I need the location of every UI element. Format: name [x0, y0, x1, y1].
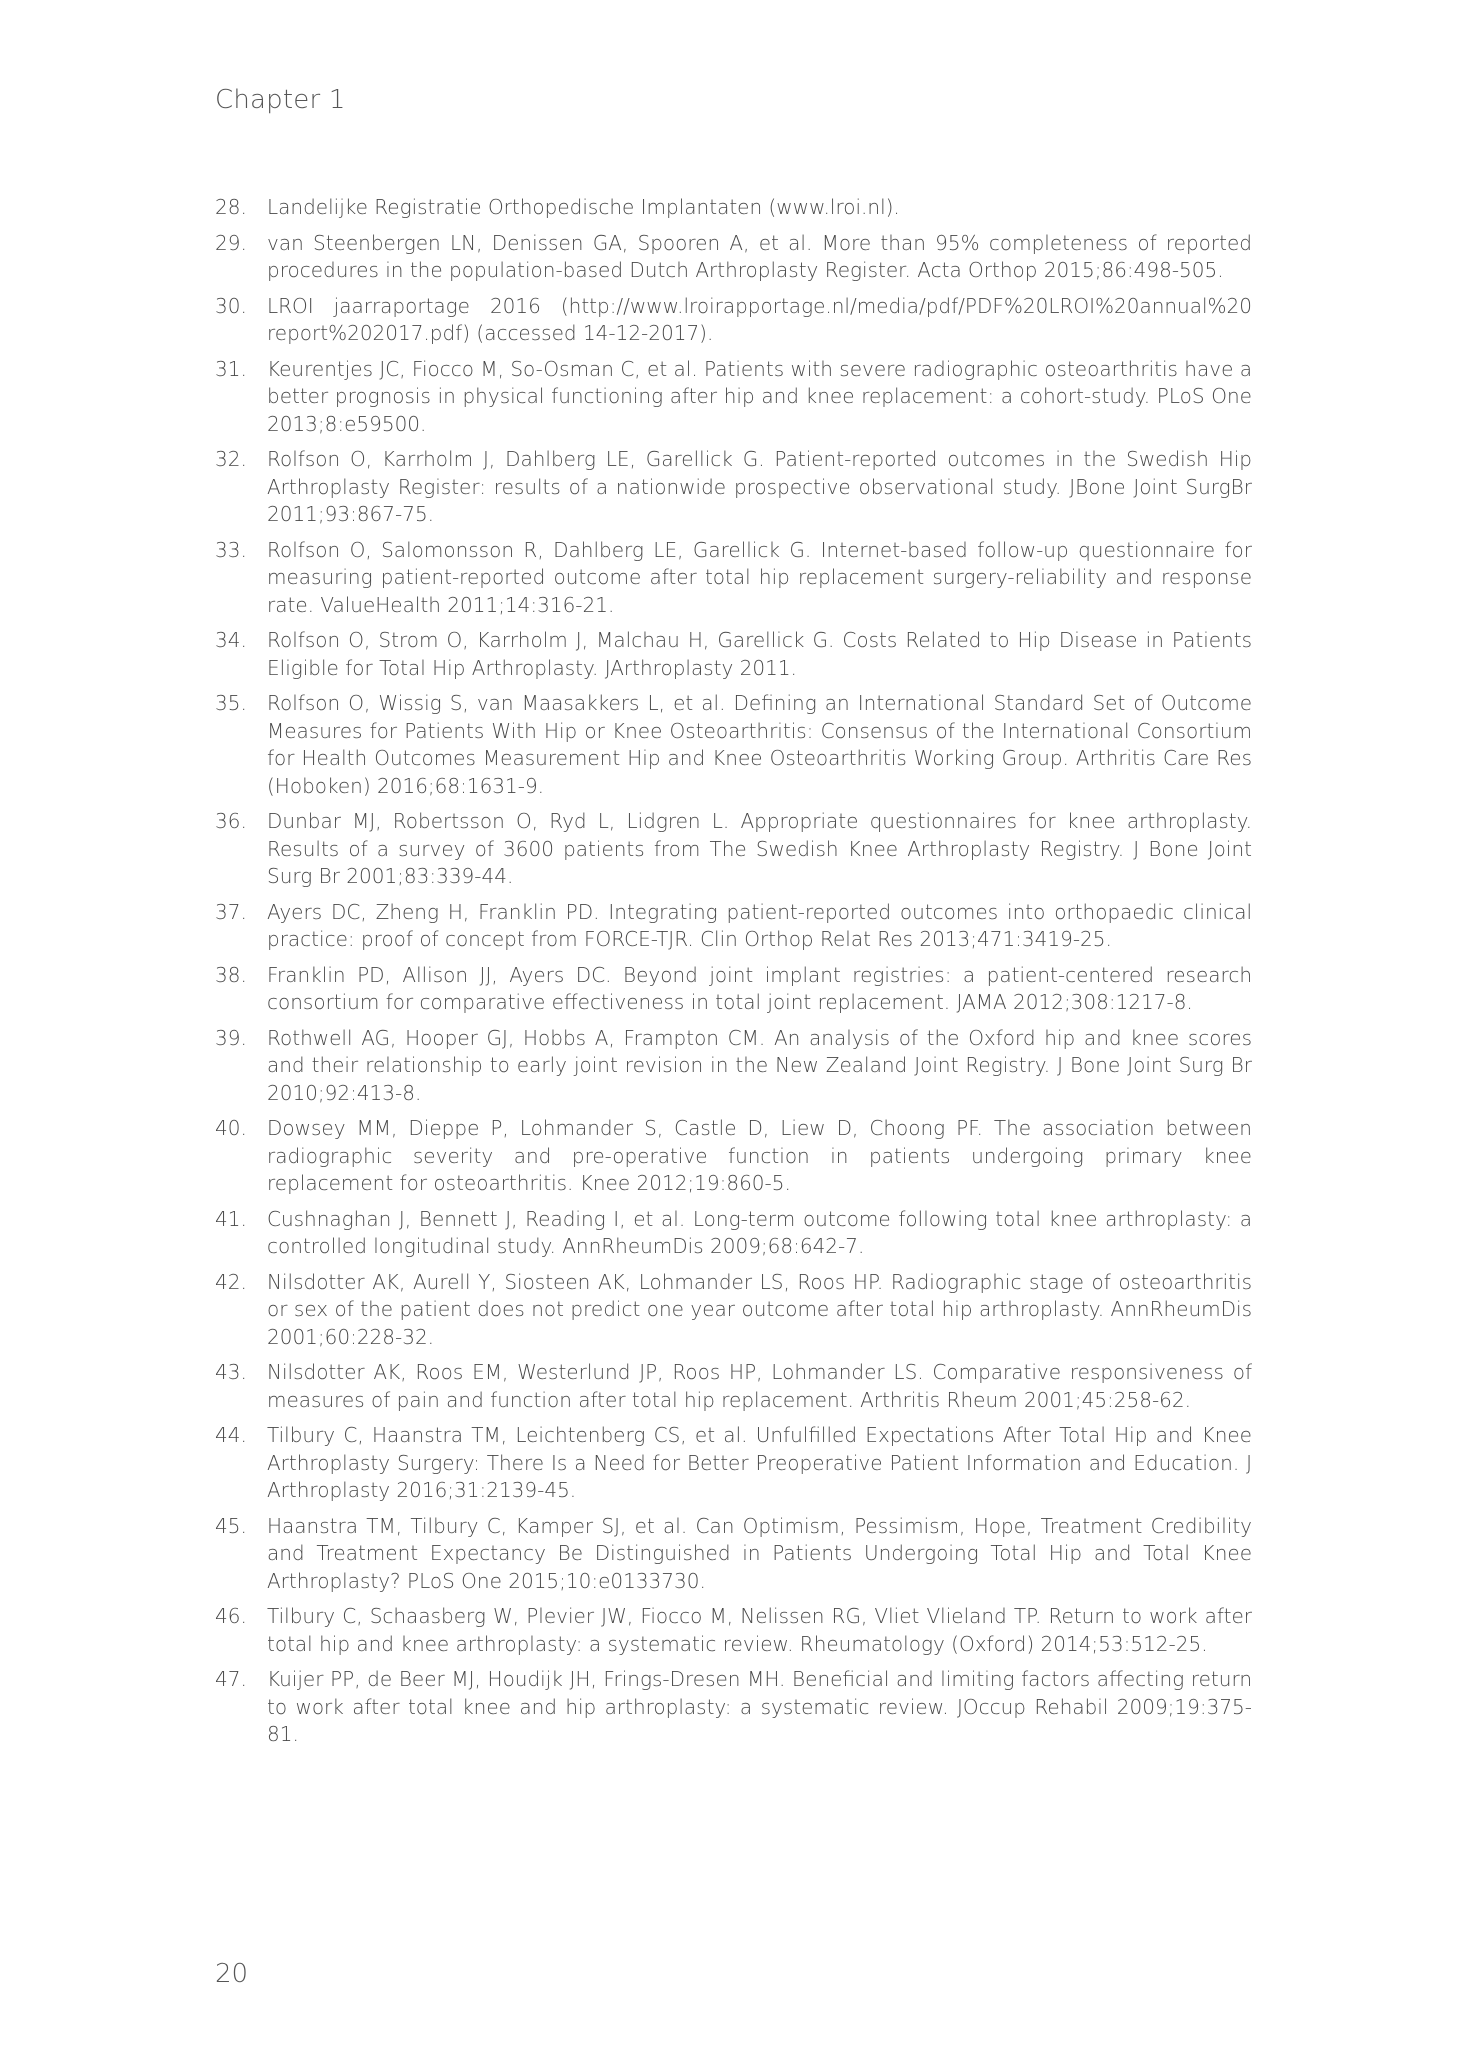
reference-number: 47.: [215, 1667, 247, 1691]
reference-item: [215, 1206, 1252, 1261]
reference-item: [215, 962, 1252, 1017]
reference-text: Keurentjes JC, Fiocco M, So-Osman C, et al. Patients with severe radiographic osteoarthritis have a better prognosis in physical functioning after hip and knee replacement: a cohort-study. PLoS One 2013;8:e59500.: [267, 356, 1252, 436]
reference-item: [215, 230, 1252, 285]
reference-item: [215, 446, 1252, 529]
reference-text: Nilsdotter AK, Roos EM, Westerlund JP, Roos HP, Lohmander LS. Comparative responsiveness of measures of pain and function after total hip replacement. Arthritis Rheum 2001;45:258-62.: [267, 1360, 1252, 1412]
reference-text: Rolfson O, Wissig S, van Maasakkers L, et al. Defining an International Standard Set of Outcome Measures for Patients With Hip or Knee Osteoarthritis: Consensus of the International Consortium for Health Outcomes Measurement Hip and Knee Osteoarthritis Working Group. Arthritis Care Res (Hoboken) 2016;68:1631-9.: [267, 691, 1252, 798]
reference-item: [215, 194, 1252, 222]
reference-text: Ayers DC, Zheng H, Franklin PD. Integrating patient-reported outcomes into orthopaedic clinical practice: proof of concept from FORCE-TJR. Clin Orthop Relat Res 2013;471:3419-25.: [267, 899, 1252, 951]
reference-item: [215, 1025, 1252, 1108]
reference-item: [215, 1603, 1252, 1658]
reference-text: Rolfson O, Salomonsson R, Dahlberg LE, Garellick G. Internet-based follow-up questionnaire for measuring patient-reported outcome after total hip replacement surgery-reliability and response rate. ValueHealth 2011;14:316-21.: [267, 537, 1252, 617]
reference-number: 43.: [215, 1360, 247, 1384]
reference-number: 31.: [215, 356, 247, 381]
reference-item: [215, 1666, 1252, 1749]
reference-number: 35.: [215, 691, 247, 715]
reference-number: 30.: [215, 293, 247, 318]
reference-item: [215, 899, 1252, 954]
reference-text: Franklin PD, Allison JJ, Ayers DC. Beyond joint implant registries: a patient-centered research consortium for comparative effectiveness in total joint replacement. JAMA 2012;308:1217-8.: [267, 962, 1252, 1014]
reference-number: 40.: [215, 1116, 247, 1140]
reference-item: [215, 1359, 1252, 1414]
reference-text: Rolfson O, Karrholm J, Dahlberg LE, Garellick G. Patient-reported outcomes in the Swedish Hip Arthroplasty Register: results of a nationwide prospective observational study. JBone Joint SurgBr 2011;93:867-75.: [267, 447, 1252, 526]
page-number: 20: [215, 1959, 249, 1989]
reference-text: Tilbury C, Schaasberg W, Plevier JW, Fiocco M, Nelissen RG, Vliet Vlieland TP. Return to work after total hip and knee arthroplasty: a systematic review. Rheumatology (Oxford) 2014;53:512-25.: [267, 1604, 1252, 1656]
reference-item: [215, 1422, 1252, 1505]
reference-text: Nilsdotter AK, Aurell Y, Siosteen AK, Lohmander LS, Roos HP. Radiographic stage of osteoarthritis or sex of the patient does not predict one year outcome after total hip arthroplasty. AnnRheumDis 2001;60:228-32.: [267, 1269, 1252, 1349]
reference-number: 36.: [215, 809, 247, 833]
reference-item: [215, 293, 1252, 348]
reference-number: 29.: [215, 230, 247, 255]
reference-text: Dunbar MJ, Robertsson O, Ryd L, Lidgren L. Appropriate questionnaires for knee arthroplasty. Results of a survey of 3600 patients from The Swedish Knee Arthroplasty Registry. J Bone Joint Surg Br 2001;83:339-44.: [267, 809, 1252, 888]
reference-text: Tilbury C, Haanstra TM, Leichtenberg CS, et al. Unfulfilled Expectations After Total Hip and Knee Arthroplasty Surgery: There Is a Need for Better Preoperative Patient Information and Education. J Arthroplasty 2016;31:2139-45.: [267, 1423, 1252, 1502]
reference-item: [215, 356, 1252, 439]
reference-number: 42.: [215, 1269, 247, 1294]
reference-number: 28.: [215, 195, 247, 219]
reference-number: 45.: [215, 1513, 247, 1538]
reference-text: Kuijer PP, de Beer MJ, Houdijk JH, Frings-Dresen MH. Beneficial and limiting factors affecting return to work after total knee and hip arthroplasty: a systematic review. JOccup Rehabil 2009;19:375-81.: [267, 1667, 1252, 1746]
reference-text: Dowsey MM, Dieppe P, Lohmander S, Castle D, Liew D, Choong PF. The association between radiographic severity and pre-operative function in patients undergoing primary knee replacement for osteoarthritis. Knee 2012;19:860-5.: [267, 1116, 1252, 1195]
reference-text: Cushnaghan J, Bennett J, Reading I, et al. Long-term outcome following total knee arthroplasty: a controlled longitudinal study. AnnRheumDis 2009;68:642-7.: [267, 1206, 1252, 1258]
reference-number: 32.: [215, 447, 247, 471]
reference-number: 39.: [215, 1025, 247, 1050]
reference-item: [215, 690, 1252, 800]
reference-number: 41.: [215, 1206, 247, 1231]
reference-text: Rolfson O, Strom O, Karrholm J, Malchau H, Garellick G. Costs Related to Hip Disease in Patients Eligible for Total Hip Arthroplasty. JArthroplasty 2011.: [267, 628, 1252, 680]
running-head: Chapter 1: [215, 85, 346, 115]
reference-text: LROI jaarraportage 2016 (http://www.lroirapportage.nl/media/pdf/PDF%20LROI%20annual%20 report%202017.pdf) (accessed 14-12-2017).: [267, 293, 1252, 345]
reference-item: [215, 537, 1252, 620]
reference-number: 37.: [215, 899, 247, 924]
reference-list: [215, 194, 1252, 1757]
reference-number: 33.: [215, 537, 247, 562]
reference-number: 46.: [215, 1604, 247, 1628]
reference-number: 38.: [215, 962, 247, 987]
reference-text: Haanstra TM, Tilbury C, Kamper SJ, et al. Can Optimism, Pessimism, Hope, Treatment Credibility and Treatment Expectancy Be Distinguished in Patients Undergoing Total Hip and Total Knee Arthroplasty? PLoS One 2015;10:e0133730.: [267, 1513, 1252, 1593]
reference-item: [215, 808, 1252, 891]
reference-number: 34.: [215, 628, 247, 652]
reference-text: van Steenbergen LN, Denissen GA, Spooren A, et al. More than 95% completeness of reported procedures in the population-based Dutch Arthroplasty Register. Acta Orthop 2015;86:498-505.: [267, 230, 1252, 282]
reference-item: [215, 1115, 1252, 1198]
reference-item: [215, 1269, 1252, 1352]
reference-text: Landelijke Registratie Orthopedische Implantaten (www.lroi.nl).: [267, 195, 900, 219]
reference-number: 44.: [215, 1423, 247, 1447]
reference-item: [215, 627, 1252, 682]
reference-item: [215, 1513, 1252, 1596]
reference-text: Rothwell AG, Hooper GJ, Hobbs A, Frampton CM. An analysis of the Oxford hip and knee scores and their relationship to early joint revision in the New Zealand Joint Registry. J Bone Joint Surg Br 2010;92:413-8.: [267, 1025, 1252, 1105]
